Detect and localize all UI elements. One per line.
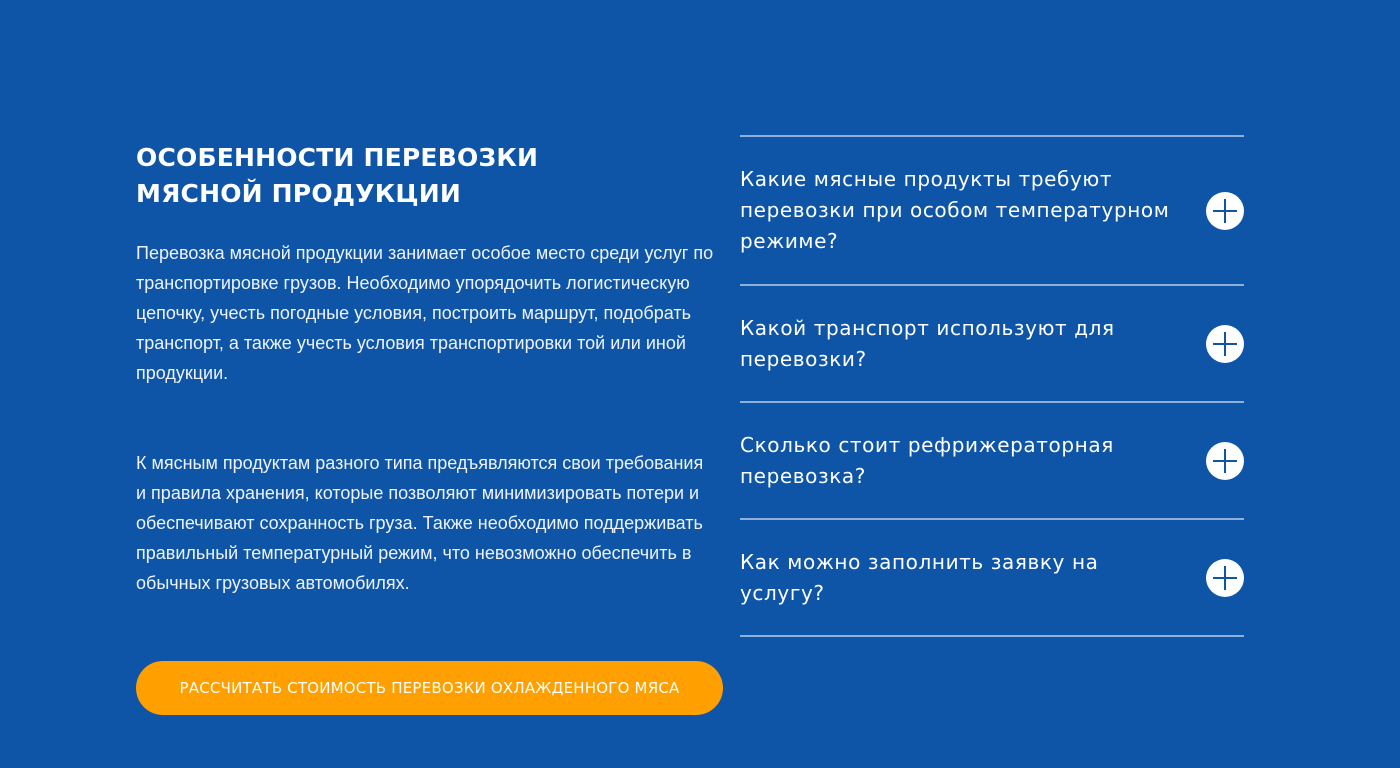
faq-item-temperature[interactable] — [740, 137, 1244, 286]
faq-accordion — [740, 135, 1244, 637]
faq-question: Какие мясные продукты требуют перевозки при особом температурном режиме? — [740, 167, 1170, 253]
features-section — [136, 140, 716, 598]
plus-icon[interactable] — [1206, 192, 1244, 230]
faq-item-transport[interactable] — [740, 286, 1244, 403]
plus-icon[interactable] — [1206, 442, 1244, 480]
intro-paragraph: Перевозка мясной продукции занимает особое место среди услуг по транспортировке грузов. Необходимо упорядочить логистическую цепочку, учесть погодные условия, построить маршрут, подобрать транспорт, а также учесть условия транспортировки той или иной продукции. — [136, 243, 714, 383]
section-title: ОСОБЕННОСТИ ПЕРЕВОЗКИ МЯСНОЙ ПРОДУКЦИИ — [136, 143, 539, 208]
calculate-cost-button[interactable]: РАССЧИТАТЬ СТОИМОСТЬ ПЕРЕВОЗКИ ОХЛАЖДЕННОГО МЯСА — [136, 661, 723, 715]
faq-question: Какой транспорт используют для перевозки? — [740, 315, 1115, 371]
requirements-paragraph: К мясным продуктам разного типа предъявляются свои требования и правила хранения, которые позволяют минимизировать потери и обеспечивают сохранность груза. Также необходимо поддерживать правильный температурный режим, что невозможно обеспечить в обычных грузовых автомобилях. — [136, 453, 704, 593]
faq-question: Сколько стоит рефрижераторная перевозка? — [740, 432, 1114, 488]
plus-icon[interactable] — [1206, 325, 1244, 363]
faq-item-price[interactable] — [740, 403, 1244, 520]
plus-icon[interactable] — [1206, 559, 1244, 597]
faq-item-application[interactable] — [740, 520, 1244, 637]
faq-question: Как можно заполнить заявку на услугу? — [740, 549, 1099, 605]
